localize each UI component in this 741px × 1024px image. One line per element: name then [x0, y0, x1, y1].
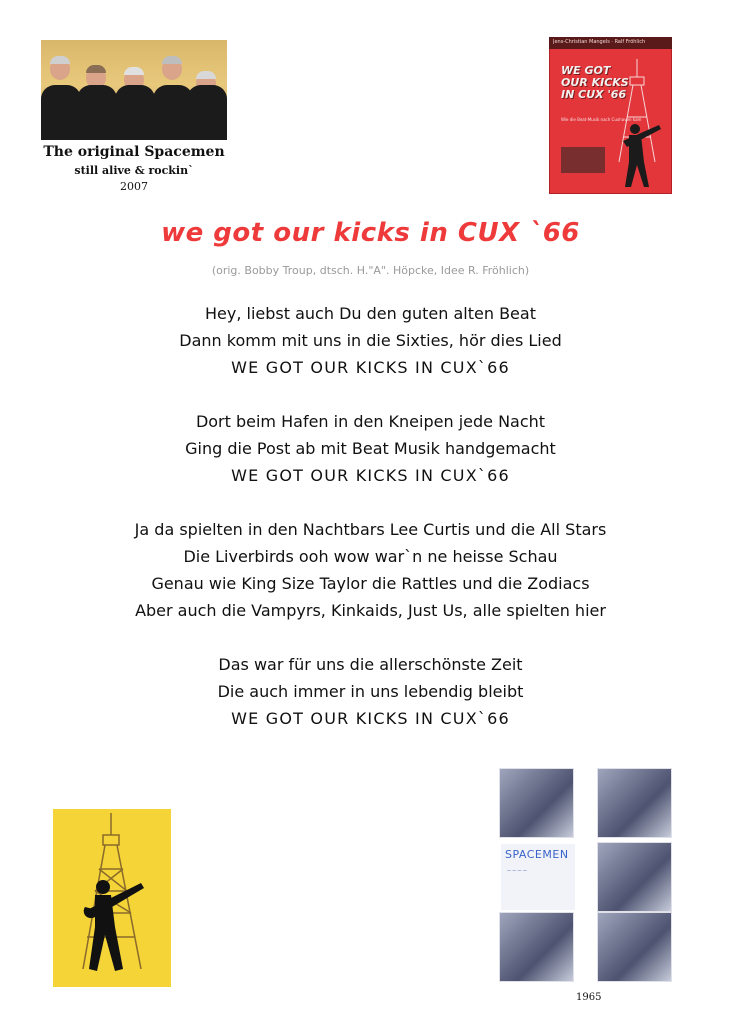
yellow-poster [53, 809, 171, 987]
lyric-line: WE GOT OUR KICKS IN CUX`66 [231, 466, 510, 485]
lyric-line: Ging die Post ab mit Beat Musik handgemacht [185, 439, 556, 458]
book-cover [549, 37, 672, 194]
lyric-line: Das war für uns die allerschönste Zeit [218, 655, 523, 674]
card-title: SPACEMEN [505, 848, 569, 861]
band-photo [41, 40, 227, 140]
collage-year: 1965 [576, 992, 602, 1003]
lyric-line: Hey, liebst auch Du den guten alten Beat [205, 304, 536, 323]
photo-caption-year: 2007 [120, 180, 148, 193]
stanza [0, 651, 741, 732]
song-credits: (orig. Bobby Troup, dtsch. H."A". Höpcke, Idee R. Fröhlich) [211, 264, 530, 277]
book-title-line: WE GOT [561, 64, 611, 77]
book-title-line: IN CUX '66 [561, 88, 627, 101]
stanza [0, 300, 741, 381]
lyric-line: WE GOT OUR KICKS IN CUX`66 [231, 709, 510, 728]
lyric-line: Dort beim Hafen in den Kneipen jede Nacht [195, 412, 546, 431]
book-subtitle: Wie die Beat-Musik nach Cuxhaven kam [561, 117, 642, 122]
spacemen-card [501, 844, 575, 910]
guitarist-tower-illustration [549, 37, 672, 194]
book-title-line: OUR KICKS [561, 76, 629, 89]
lyric-line: Die auch immer in uns lebendig bleibt [217, 682, 524, 701]
lyric-line: Ja da spielten in den Nachtbars Lee Curtis und die All Stars [134, 520, 607, 539]
lyric-line: WE GOT OUR KICKS IN CUX`66 [231, 358, 510, 377]
lyric-line: Genau wie King Size Taylor die Rattles und die Zodiacs [151, 574, 590, 593]
band-member [187, 55, 227, 140]
collage-photo [597, 912, 672, 982]
band-member [115, 55, 155, 140]
photo-collage [494, 760, 674, 990]
book-authors: Jens-Christian Mangels · Ralf Fröhlich [553, 39, 646, 45]
band-member [41, 50, 81, 140]
song-title: we got our kicks in CUX `66 [161, 218, 580, 248]
photo-caption-title: The original Spacemen [43, 144, 225, 160]
stanza [0, 408, 741, 489]
card-detail: — — — — [507, 868, 527, 873]
collage-photo [597, 842, 672, 912]
lyrics [0, 300, 741, 759]
tower-guitarist-illustration [53, 809, 171, 987]
collage-photo [499, 768, 574, 838]
lyric-line: Dann komm mit uns in die Sixties, hör dies Lied [179, 331, 562, 350]
collage-photo [597, 768, 672, 838]
band-member [77, 55, 117, 140]
stanza [0, 516, 741, 624]
lyric-line: Aber auch die Vampyrs, Kinkaids, Just Us, alle spielten hier [135, 601, 606, 620]
collage-photo [499, 912, 574, 982]
photo-caption-subtitle: still alive & rockin` [74, 164, 194, 177]
lyric-line: Die Liverbirds ooh wow war`n ne heisse Schau [183, 547, 558, 566]
